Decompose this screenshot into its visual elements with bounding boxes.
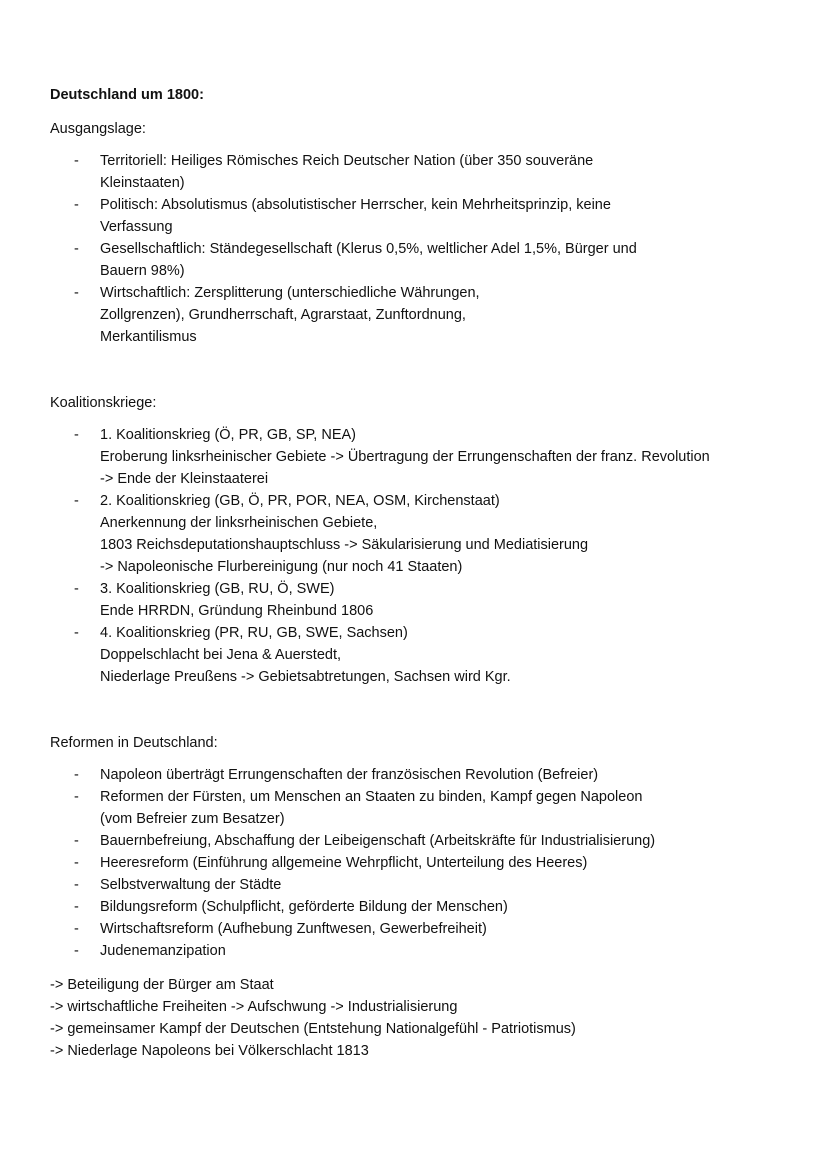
list-item-line: Wirtschaftsreform (Aufhebung Zunftwesen, Gewerbefreiheit) xyxy=(100,921,487,937)
bullet-dash: - xyxy=(74,943,79,959)
list-item-line: -> Napoleonische Flurbereinigung (nur noch 41 Staaten) xyxy=(100,559,463,575)
list-item-line: Anerkennung der linksrheinischen Gebiete, xyxy=(100,515,378,531)
list-item-line: (vom Befreier zum Besatzer) xyxy=(100,811,285,827)
list-item xyxy=(50,622,790,688)
list-item-line: 1. Koalitionskrieg (Ö, PR, GB, SP, NEA) xyxy=(100,427,356,443)
list-item-line: Reformen der Fürsten, um Menschen an Staaten zu binden, Kampf gegen Napoleon xyxy=(100,789,643,805)
list-ausgangslage xyxy=(50,150,790,348)
list-item-line: 1803 Reichsdeputationshauptschluss -> Säkularisierung und Mediatisierung xyxy=(100,537,589,553)
list-item-line: Doppelschlacht bei Jena & Auerstedt, xyxy=(100,647,342,663)
document-page xyxy=(50,84,790,1062)
bullet-dash: - xyxy=(74,285,79,301)
document-title: Deutschland um 1800: xyxy=(50,87,204,103)
list-item-line: Bauernbefreiung, Abschaffung der Leibeigenschaft (Arbeitskräfte für Industrialisierung) xyxy=(100,833,656,849)
list-item-line: Bauern 98%) xyxy=(100,263,185,279)
bullet-dash: - xyxy=(74,833,79,849)
list-item-line: Kleinstaaten) xyxy=(100,175,185,191)
bullet-dash: - xyxy=(74,241,79,257)
list-item xyxy=(50,918,790,940)
bullet-dash: - xyxy=(74,767,79,783)
list-item-line: Zollgrenzen), Grundherrschaft, Agrarstaat, Zunftordnung, xyxy=(100,307,466,323)
list-item-line: 4. Koalitionskrieg (PR, RU, GB, SWE, Sachsen) xyxy=(100,625,408,641)
list-item-line: Heeresreform (Einführung allgemeine Wehrpflicht, Unterteilung des Heeres) xyxy=(100,855,588,871)
bullet-dash: - xyxy=(74,581,79,597)
section-heading-koalitionskriege: Koalitionskriege: xyxy=(50,395,157,411)
list-item xyxy=(50,424,790,490)
list-item xyxy=(50,874,790,896)
list-koalitionskriege xyxy=(50,424,790,688)
bullet-dash: - xyxy=(74,493,79,509)
list-item xyxy=(50,578,790,622)
list-item-line: Selbstverwaltung der Städte xyxy=(100,877,282,893)
bullet-dash: - xyxy=(74,877,79,893)
section-reformen xyxy=(50,732,790,1062)
consequence-line: -> Niederlage Napoleons bei Völkerschlacht 1813 xyxy=(50,1043,369,1059)
section-heading-ausgangslage: Ausgangslage: xyxy=(50,121,146,137)
list-item-line: -> Ende der Kleinstaaterei xyxy=(100,471,269,487)
consequence-line: -> Beteiligung der Bürger am Staat xyxy=(50,977,274,993)
list-item xyxy=(50,786,790,830)
section-ausgangslage xyxy=(50,118,790,348)
list-item-line: Judenemanzipation xyxy=(100,943,226,959)
consequence-line: -> gemeinsamer Kampf der Deutschen (Entstehung Nationalgefühl - Patriotismus) xyxy=(50,1021,576,1037)
bullet-dash: - xyxy=(74,153,79,169)
bullet-dash: - xyxy=(74,427,79,443)
list-item xyxy=(50,238,790,282)
list-item-line: Gesellschaftlich: Ständegesellschaft (Klerus 0,5%, weltlicher Adel 1,5%, Bürger und xyxy=(100,241,637,257)
list-item-line: 3. Koalitionskrieg (GB, RU, Ö, SWE) xyxy=(100,581,335,597)
list-item-line: Ende HRRDN, Gründung Rheinbund 1806 xyxy=(100,603,374,619)
list-item xyxy=(50,150,790,194)
list-item-line: Verfassung xyxy=(100,219,173,235)
bullet-dash: - xyxy=(74,625,79,641)
consequence-list xyxy=(50,974,790,1062)
bullet-dash: - xyxy=(74,855,79,871)
list-item xyxy=(50,940,790,962)
list-item-line: Napoleon überträgt Errungenschaften der französischen Revolution (Befreier) xyxy=(100,767,599,783)
section-koalitionskriege xyxy=(50,392,790,688)
bullet-dash: - xyxy=(74,899,79,915)
list-item xyxy=(50,194,790,238)
list-item-line: Niederlage Preußens -> Gebietsabtretungen, Sachsen wird Kgr. xyxy=(100,669,511,685)
list-item-line: Territoriell: Heiliges Römisches Reich Deutscher Nation (über 350 souveräne xyxy=(100,153,594,169)
list-item xyxy=(50,282,790,348)
list-reformen xyxy=(50,764,790,962)
bullet-dash: - xyxy=(74,789,79,805)
section-heading-reformen: Reformen in Deutschland: xyxy=(50,735,218,751)
list-item-line: Eroberung linksrheinischer Gebiete -> Übertragung der Errungenschaften der franz. Revolution xyxy=(100,449,710,465)
list-item xyxy=(50,764,790,786)
list-item xyxy=(50,490,790,578)
list-item-line: Merkantilismus xyxy=(100,329,197,345)
list-item xyxy=(50,852,790,874)
list-item-line: Politisch: Absolutismus (absolutistischer Herrscher, kein Mehrheitsprinzip, keine xyxy=(100,197,611,213)
bullet-dash: - xyxy=(74,197,79,213)
bullet-dash: - xyxy=(74,921,79,937)
consequence-line: -> wirtschaftliche Freiheiten -> Aufschwung -> Industrialisierung xyxy=(50,999,458,1015)
list-item xyxy=(50,896,790,918)
list-item-line: 2. Koalitionskrieg (GB, Ö, PR, POR, NEA, OSM, Kirchenstaat) xyxy=(100,493,500,509)
list-item xyxy=(50,830,790,852)
list-item-line: Bildungsreform (Schulpflicht, geförderte Bildung der Menschen) xyxy=(100,899,508,915)
list-item-line: Wirtschaftlich: Zersplitterung (unterschiedliche Währungen, xyxy=(100,285,480,301)
